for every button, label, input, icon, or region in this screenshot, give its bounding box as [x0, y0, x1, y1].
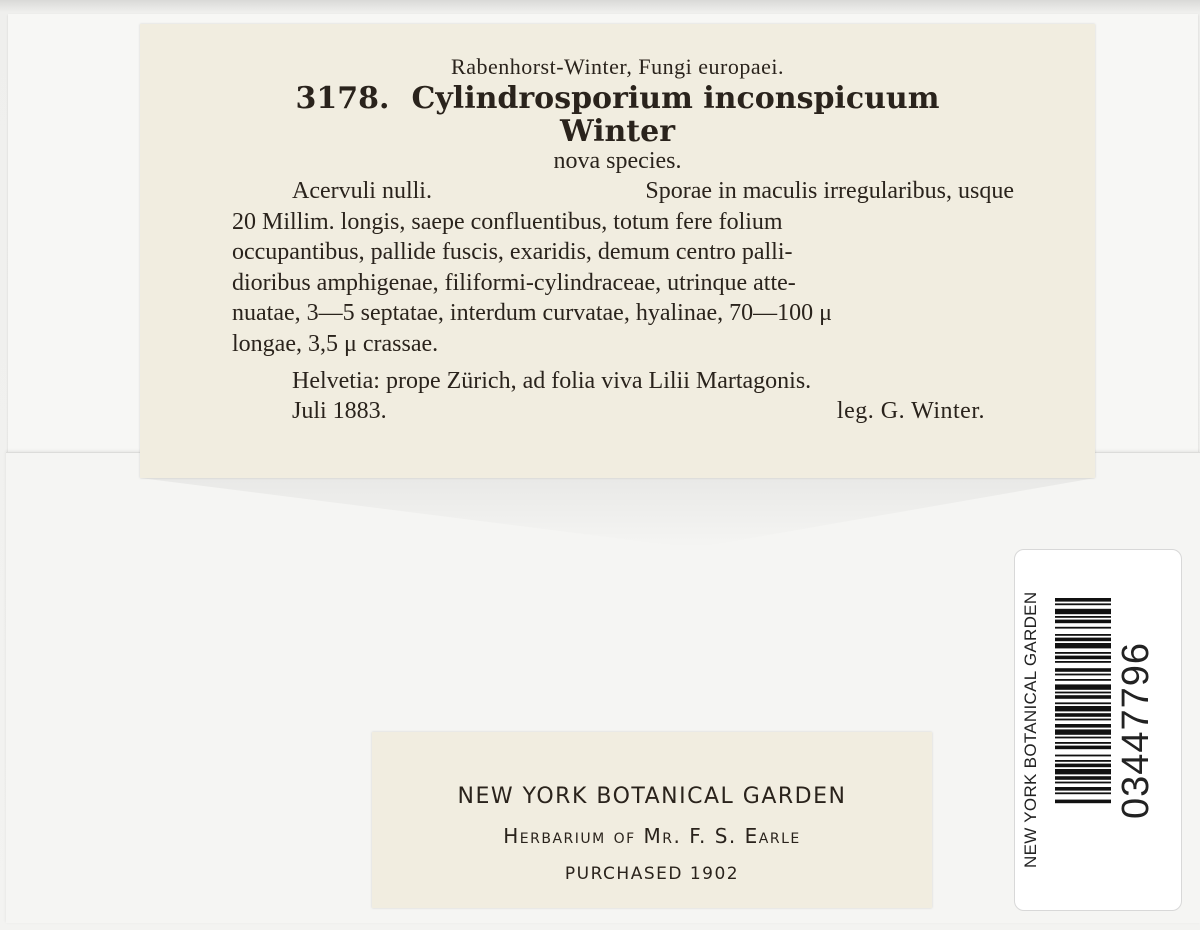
barcode-icon [1055, 598, 1111, 858]
locality: Helvetia: prope Zürich, ad folia viva Lilii Martagonis. [292, 368, 812, 394]
exsiccata-series: Rabenhorst-Winter, Fungi europaei. [451, 54, 784, 79]
exsiccata-number: 3178. [295, 81, 390, 116]
collector: leg. G. Winter. [836, 398, 985, 424]
description-line: nuatae, 3—5 septatae, interdum curvatae, hyalinae, 70—100 μ [232, 300, 832, 326]
taxon-title [140, 82, 1095, 116]
taxon-status: nova species. [553, 148, 682, 174]
collection-date: Juli 1883. [292, 398, 387, 424]
description-line: 20 Millim. longis, saepe confluentibus, totum fere folium [232, 208, 783, 235]
description [232, 176, 1014, 359]
taxon-name: Cylindrosporium inconspicuum [411, 81, 940, 116]
provenance-label [372, 732, 932, 908]
barcode-institution: NEW YORK BOTANICAL GARDEN [1021, 591, 1040, 869]
taxon-author: Winter [559, 114, 676, 149]
specimen-label [140, 24, 1095, 478]
barcode-label [1014, 549, 1182, 911]
institution-name: NEW YORK BOTANICAL GARDEN [457, 784, 847, 809]
description-line: dioribus amphigenae, filiformi-cylindraceae, utrinque atte- [232, 269, 796, 296]
herbarium-name: Herbarium of Mr. F. S. Earle [503, 824, 801, 848]
description-line: occupantibus, pallide fuscis, exaridis, demum centro palli- [232, 239, 793, 265]
purchase-note: PURCHASED 1902 [564, 864, 740, 884]
description-line: Acervuli nulli. Sporae in maculis irregularibus, usque [292, 178, 1014, 204]
description-line: longae, 3,5 μ crassae. [232, 330, 439, 357]
barcode-number: 03447796 [1115, 641, 1157, 819]
